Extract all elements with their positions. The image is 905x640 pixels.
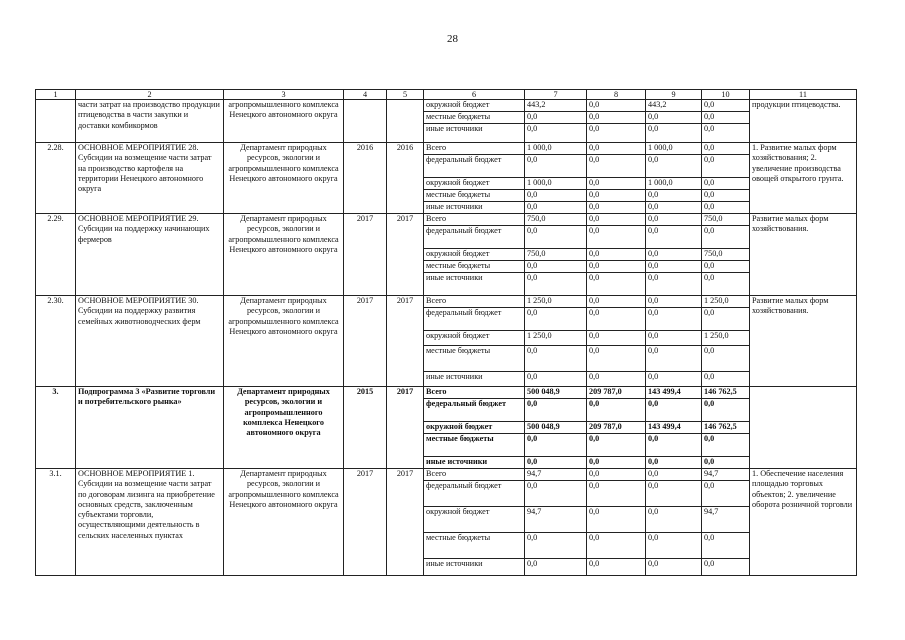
amount-value: 0,0: [702, 308, 749, 331]
amount-column: [525, 100, 587, 143]
column-header: 10: [702, 90, 750, 100]
amount-value: 1 250,0: [525, 331, 586, 346]
funding-source: Всего: [424, 296, 524, 308]
amount-value: 0,0: [702, 226, 749, 249]
item-name: ОСНОВНОЕ МЕРОПРИЯТИЕ 30. Субсидии на поддержку развития семейных животноводческих ферм: [76, 296, 224, 387]
item-name: Подпрограмма 3 «Развитие торговли и потребительского рынка»: [76, 387, 224, 469]
amount-value: 209 787,0: [587, 422, 645, 434]
amount-value: 0,0: [648, 457, 659, 466]
amount-value: 0,0: [525, 308, 586, 331]
item-number: 2.28.: [36, 143, 76, 214]
program-row: [36, 387, 857, 469]
amount-value: 143 499,4: [646, 422, 701, 434]
amount-value: 0,0: [587, 346, 645, 372]
amount-value: 0,0: [704, 124, 715, 133]
amount-column: [587, 387, 646, 469]
amount-column: [702, 100, 750, 143]
amount-value: 0,0: [587, 331, 645, 346]
header-row: [36, 90, 857, 100]
amount-value: 0,0: [587, 190, 645, 202]
amount-value: 1 000,0: [525, 143, 586, 155]
amount-value: 0,0: [587, 178, 645, 190]
amount-value: 0,0: [525, 434, 586, 457]
amount-value: 0,0: [587, 434, 645, 457]
program-row: [36, 296, 857, 387]
amount-value: 0,0: [589, 124, 600, 133]
funding-source: местные бюджеты: [424, 261, 524, 273]
expected-result: [750, 387, 857, 469]
amount-value: 0,0: [525, 190, 586, 202]
amount-value: 0,0: [702, 481, 749, 507]
amount-value: 0,0: [587, 143, 645, 155]
funding-source: окружной бюджет: [424, 178, 524, 190]
end-year: 2017: [387, 296, 424, 387]
amount-value: 0,0: [587, 112, 645, 124]
funding-source: окружной бюджет: [424, 422, 524, 434]
amount-value: 0,0: [589, 457, 600, 466]
amount-column: [525, 296, 587, 387]
amount-value: 1 000,0: [646, 178, 701, 190]
funding-source: местные бюджеты: [424, 533, 524, 559]
amount-value: 750,0: [702, 214, 749, 226]
amount-column: [646, 469, 702, 576]
program-row: [36, 469, 857, 576]
start-year: 2017: [344, 296, 387, 387]
amount-value: 0,0: [702, 346, 749, 372]
item-name: ОСНОВНОЕ МЕРОПРИЯТИЕ 1. Субсидии на возмещение части затрат по договорам лизинга на приобретение основных средств, заключенным субъектами торговли, осуществляющими деятельность в сельских населенных пунктах: [76, 469, 224, 576]
responsible-department: Департамент природных ресурсов, экологии и агропромышленного комплекса Ненецкого автономного округа: [224, 214, 344, 296]
amount-value: 0,0: [646, 261, 701, 273]
amount-value: 0,0: [525, 261, 586, 273]
amount-column: [525, 214, 587, 296]
amount-value: 0,0: [525, 533, 586, 559]
amount-value: 0,0: [646, 249, 701, 261]
amount-value: 0,0: [646, 112, 701, 124]
amount-value: 0,0: [525, 226, 586, 249]
responsible-department: Департамент природных ресурсов, экологии и агропромышленного комплекса Ненецкого автономного округа: [224, 296, 344, 387]
amount-column: [525, 469, 587, 576]
amount-column: [702, 469, 750, 576]
funding-source: окружной бюджет: [424, 331, 524, 346]
amount-value: 1 250,0: [702, 296, 749, 308]
amount-value: 0,0: [525, 346, 586, 372]
funding-source: окружной бюджет: [424, 249, 524, 261]
funding-source: иные источники: [426, 124, 483, 133]
program-table: [35, 89, 857, 576]
amount-value: 0,0: [646, 399, 701, 422]
amount-value: 1 000,0: [525, 178, 586, 190]
item-name: части затрат на производство продукции птицеводства в части закупки и доставки комбикормов: [76, 100, 224, 143]
amount-value: 0,0: [587, 214, 645, 226]
amount-value: 0,0: [587, 533, 645, 559]
responsible-department: агропромышленного комплекса Ненецкого автономного округа: [224, 100, 344, 143]
amount-value: 0,0: [648, 559, 659, 568]
end-year: 2016: [387, 143, 424, 214]
amount-value: 0,0: [589, 202, 600, 211]
funding-sources: [424, 143, 525, 214]
amount-value: 0,0: [702, 261, 749, 273]
amount-value: 0,0: [646, 346, 701, 372]
expected-result: Развитие малых форм хозяйствования.: [750, 214, 857, 296]
funding-source: иные источники: [426, 202, 483, 211]
item-number: [36, 100, 76, 143]
funding-source: Всего: [424, 469, 524, 481]
amount-value: 750,0: [702, 249, 749, 261]
amount-value: 0,0: [702, 399, 749, 422]
amount-column: [587, 100, 646, 143]
amount-value: 0,0: [646, 214, 701, 226]
amount-value: 0,0: [646, 434, 701, 457]
start-year: 2015: [344, 387, 387, 469]
page-number: 28: [447, 33, 458, 45]
amount-value: 0,0: [702, 190, 749, 202]
amount-value: 0,0: [587, 469, 645, 481]
amount-value: 0,0: [587, 481, 645, 507]
amount-column: [702, 296, 750, 387]
amount-value: 0,0: [646, 296, 701, 308]
amount-value: 0,0: [587, 100, 645, 112]
expected-result: 1. Обеспечение населения площадью торговых объектов; 2. увеличение оборота розничной торговли: [750, 469, 857, 576]
amount-value: 209 787,0: [587, 387, 645, 399]
expected-result: 1. Развитие малых форм хозяйствования; 2. увеличение производства овощей открытого грунта.: [750, 143, 857, 214]
item-number: 2.29.: [36, 214, 76, 296]
amount-value: 0,0: [702, 434, 749, 457]
amount-value: 0,0: [702, 100, 749, 112]
funding-sources: [424, 296, 525, 387]
amount-value: 0,0: [587, 296, 645, 308]
funding-source: федеральный бюджет: [424, 308, 524, 331]
column-header: 1: [36, 90, 76, 100]
funding-source: иные источники: [426, 372, 483, 381]
amount-value: 94,7: [702, 469, 749, 481]
amount-column: [702, 214, 750, 296]
amount-value: 0,0: [704, 202, 715, 211]
amount-value: 0,0: [704, 372, 715, 381]
funding-source: Всего: [424, 214, 524, 226]
item-name: ОСНОВНОЕ МЕРОПРИЯТИЕ 29. Субсидии на поддержку начинающих фермеров: [76, 214, 224, 296]
amount-column: [646, 143, 702, 214]
amount-value: 0,0: [587, 507, 645, 533]
amount-value: 1 250,0: [702, 331, 749, 346]
funding-source: иные источники: [426, 273, 483, 282]
amount-value: 0,0: [646, 190, 701, 202]
amount-value: 0,0: [702, 112, 749, 124]
funding-source: иные источники: [426, 457, 488, 466]
amount-value: 443,2: [646, 100, 701, 112]
amount-value: 500 048,9: [525, 422, 586, 434]
expected-result: продукции птицеводства.: [750, 100, 857, 143]
amount-value: 443,2: [525, 100, 586, 112]
amount-value: 0,0: [587, 261, 645, 273]
start-year: [344, 100, 387, 143]
amount-value: 0,0: [527, 273, 538, 282]
amount-value: 0,0: [589, 559, 600, 568]
responsible-department: Департамент природных ресурсов, экологии и агропромышленного комплекса Ненецкого автономного округа: [224, 387, 344, 469]
column-header: 6: [424, 90, 525, 100]
amount-value: 0,0: [646, 331, 701, 346]
amount-value: 0,0: [648, 273, 659, 282]
funding-sources: [424, 387, 525, 469]
column-header: 11: [750, 90, 857, 100]
amount-value: 0,0: [648, 124, 659, 133]
amount-value: 0,0: [646, 469, 701, 481]
amount-value: 1 250,0: [525, 296, 586, 308]
end-year: [387, 100, 424, 143]
amount-column: [646, 387, 702, 469]
column-header: 7: [525, 90, 587, 100]
expected-result: Развитие малых форм хозяйствования.: [750, 296, 857, 387]
amount-value: 0,0: [704, 273, 715, 282]
funding-source: федеральный бюджет: [424, 399, 524, 422]
amount-value: 0,0: [525, 481, 586, 507]
funding-source: Всего: [424, 143, 524, 155]
funding-source: местные бюджеты: [424, 190, 524, 202]
funding-source: федеральный бюджет: [424, 226, 524, 249]
column-header: 4: [344, 90, 387, 100]
amount-value: 143 499,4: [646, 387, 701, 399]
column-header: 2: [76, 90, 224, 100]
amount-value: 0,0: [527, 372, 538, 381]
amount-value: 1 000,0: [646, 143, 701, 155]
amount-value: 0,0: [646, 308, 701, 331]
amount-column: [646, 296, 702, 387]
amount-value: 750,0: [525, 214, 586, 226]
amount-value: 0,0: [587, 249, 645, 261]
amount-value: 0,0: [525, 112, 586, 124]
amount-column: [525, 143, 587, 214]
column-header: 5: [387, 90, 424, 100]
item-number: 3.: [36, 387, 76, 469]
amount-column: [587, 296, 646, 387]
amount-value: 0,0: [589, 372, 600, 381]
amount-value: 500 048,9: [525, 387, 586, 399]
amount-column: [646, 214, 702, 296]
amount-value: 750,0: [525, 249, 586, 261]
start-year: 2017: [344, 469, 387, 576]
program-row: [36, 214, 857, 296]
amount-value: 0,0: [527, 124, 538, 133]
start-year: 2017: [344, 214, 387, 296]
column-header: 9: [646, 90, 702, 100]
amount-value: 0,0: [702, 143, 749, 155]
funding-source: иные источники: [426, 559, 483, 568]
amount-value: 0,0: [648, 202, 659, 211]
amount-value: 0,0: [646, 481, 701, 507]
funding-sources: [424, 469, 525, 576]
item-number: 2.30.: [36, 296, 76, 387]
amount-value: 0,0: [646, 155, 701, 178]
amount-value: 0,0: [525, 155, 586, 178]
responsible-department: Департамент природных ресурсов, экологии и агропромышленного комплекса Ненецкого автономного округа: [224, 469, 344, 576]
end-year: 2017: [387, 214, 424, 296]
responsible-department: Департамент природных ресурсов, экологии и агропромышленного комплекса Ненецкого автономного округа: [224, 143, 344, 214]
amount-value: 0,0: [702, 533, 749, 559]
funding-source: федеральный бюджет: [424, 481, 524, 507]
amount-value: 0,0: [527, 202, 538, 211]
program-row: [36, 143, 857, 214]
funding-source: окружной бюджет: [424, 507, 524, 533]
amount-value: 94,7: [525, 507, 586, 533]
amount-value: 0,0: [646, 533, 701, 559]
amount-value: 0,0: [525, 399, 586, 422]
item-number: 3.1.: [36, 469, 76, 576]
funding-source: местные бюджеты: [424, 346, 524, 372]
amount-value: 146 762,5: [702, 422, 749, 434]
amount-value: 0,0: [646, 226, 701, 249]
amount-value: 0,0: [587, 308, 645, 331]
funding-source: местные бюджеты: [424, 434, 524, 457]
amount-value: 0,0: [527, 559, 538, 568]
amount-value: 0,0: [702, 155, 749, 178]
column-header: 3: [224, 90, 344, 100]
amount-column: [646, 100, 702, 143]
program-row: [36, 100, 857, 143]
amount-value: 0,0: [589, 273, 600, 282]
amount-value: 0,0: [646, 507, 701, 533]
funding-source: Всего: [424, 387, 524, 399]
amount-value: 0,0: [587, 399, 645, 422]
column-header: 8: [587, 90, 646, 100]
amount-value: 0,0: [527, 457, 538, 466]
funding-source: федеральный бюджет: [424, 155, 524, 178]
amount-value: 0,0: [702, 178, 749, 190]
amount-column: [702, 387, 750, 469]
amount-column: [702, 143, 750, 214]
amount-value: 0,0: [704, 559, 715, 568]
start-year: 2016: [344, 143, 387, 214]
funding-sources: [424, 100, 525, 143]
amount-column: [587, 214, 646, 296]
amount-value: 0,0: [587, 155, 645, 178]
amount-value: 0,0: [704, 457, 715, 466]
funding-source: окружной бюджет: [424, 100, 524, 112]
amount-value: 0,0: [648, 372, 659, 381]
amount-column: [587, 469, 646, 576]
end-year: 2017: [387, 469, 424, 576]
amount-value: 146 762,5: [702, 387, 749, 399]
amount-value: 94,7: [702, 507, 749, 533]
funding-source: местные бюджеты: [424, 112, 524, 124]
amount-column: [587, 143, 646, 214]
funding-sources: [424, 214, 525, 296]
amount-column: [525, 387, 587, 469]
amount-value: 94,7: [525, 469, 586, 481]
item-name: ОСНОВНОЕ МЕРОПРИЯТИЕ 28. Субсидии на возмещение части затрат на производство картофеля на территории Ненецкого автономного округа: [76, 143, 224, 214]
amount-value: 0,0: [587, 226, 645, 249]
end-year: 2017: [387, 387, 424, 469]
